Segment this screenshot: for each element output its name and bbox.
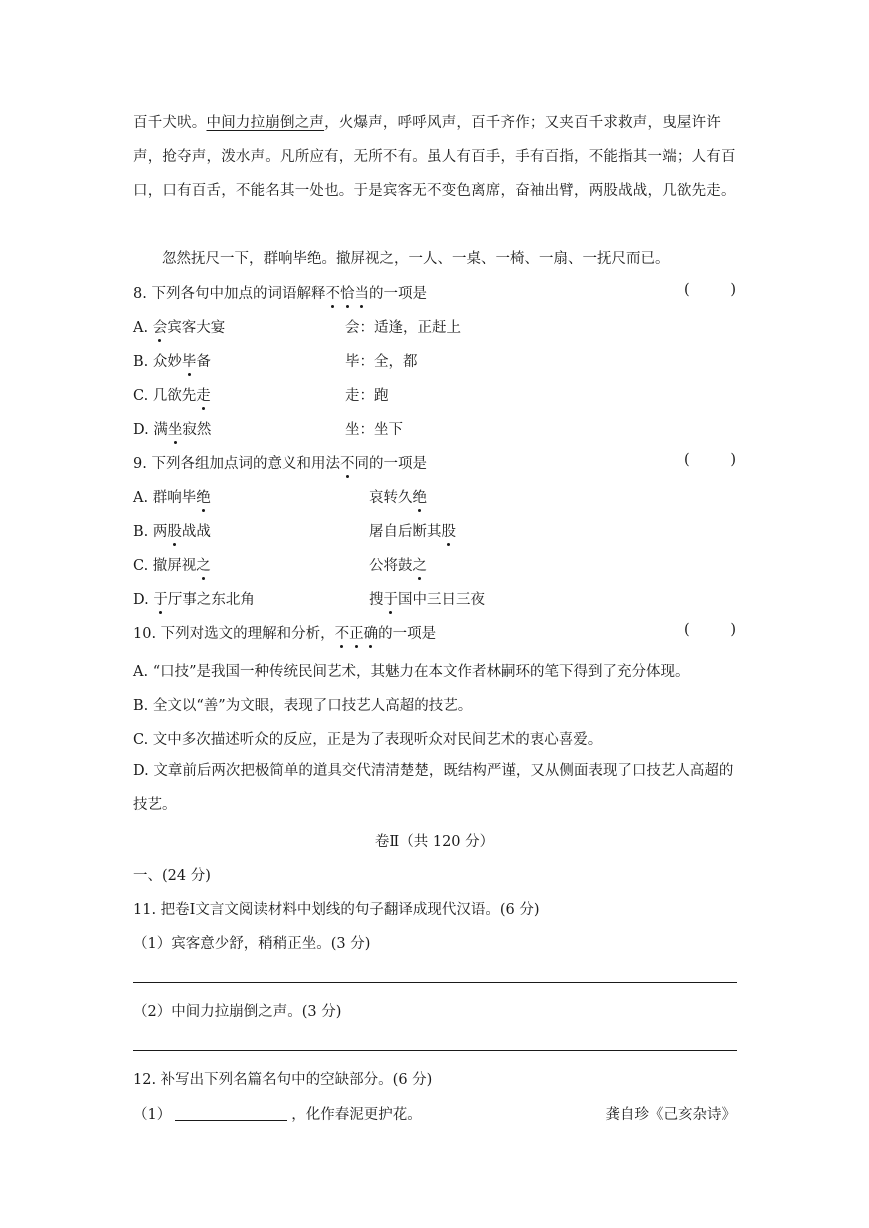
question-8-stem (133, 282, 427, 303)
dotted-char: 于 (384, 588, 399, 609)
question-12-item-1-source: 龚自珍《己亥杂诗》 (605, 1107, 736, 1123)
question-10-option-a: A. “口技”是我国一种传统民间艺术，其魅力在本文作者林嗣环的笔下得到了充分体现。 (133, 664, 690, 680)
answer-line[interactable] (133, 1050, 737, 1051)
dotted-char: 毕 (182, 350, 197, 371)
emphasis-dotted (335, 626, 379, 642)
question-9-option (133, 486, 211, 507)
question-11-subquestion-1: （1）宾客意少舒，稍稍正坐。(3 分) (133, 936, 371, 952)
answer-parentheses[interactable] (684, 622, 736, 638)
question-10-option-b: B. 全文以“善”为文眼，表现了口技艺人高超的技艺。 (133, 698, 473, 714)
question-8-option (133, 384, 211, 405)
question-9-compare (369, 554, 427, 575)
question-10-stem (133, 622, 436, 643)
dotted-char: 会 (153, 316, 168, 337)
question-8-explanation: 毕：全，都 (345, 354, 418, 370)
dotted-char: 不 (340, 452, 355, 473)
option-text: D. (133, 592, 154, 608)
dotted-char: 坐 (168, 418, 183, 439)
part-1-heading: 一、(24 分) (133, 868, 211, 884)
question-8-option (133, 418, 211, 439)
dotted-char: 恰 (340, 282, 355, 303)
answer-parentheses[interactable] (684, 282, 736, 298)
passage-text: 百千犬吠。 (133, 115, 207, 131)
answer-line[interactable] (133, 982, 737, 983)
option-text: 国中三日三夜 (398, 592, 485, 608)
section-2-title: 卷Ⅱ（共 120 分） (374, 834, 495, 850)
question-9-stem (133, 452, 427, 473)
item-number: （1） (133, 1107, 172, 1123)
emphasis-dotted (325, 286, 369, 302)
question-9-compare (369, 486, 427, 507)
question-9-option (133, 554, 211, 575)
underlined-sentence: 中间力拉崩倒之声 (206, 115, 325, 131)
passage-text: ，火爆声，呼呼风声，百千齐作；又夹百千求救声，曳屋许许声，抢夺声，泼水声。凡所应有，无所不有。虽人有百手，手有百指，不能指其一端；人有百口，口有百舌，不能名其一处也。于是宾客无不变色离席，奋袖出臂，两股战战，几欲先走。 (133, 115, 736, 199)
option-text: B. 众妙 (133, 354, 182, 370)
paren-close: ) (730, 282, 736, 298)
option-text: C. 撤屏视 (133, 558, 197, 574)
question-9-compare (369, 520, 456, 541)
option-text: 寂然 (182, 422, 212, 438)
dotted-char: 股 (167, 520, 182, 541)
question-11-subquestion-2: （2）中间力拉崩倒之声。(3 分) (133, 1004, 342, 1020)
dotted-char: 绝 (413, 486, 428, 507)
stem-text: 10. 下列对选文的理解和分析， (133, 626, 335, 642)
option-text: 厅事之东北角 (167, 592, 255, 608)
question-8-option (133, 350, 211, 371)
dotted-char: 不 (335, 622, 350, 643)
dotted-char: 确 (364, 622, 379, 643)
question-8-explanation: 走：跑 (345, 388, 389, 404)
paren-close: ) (730, 622, 736, 638)
option-text: D. 满 (133, 422, 168, 438)
paren-open: ( (684, 452, 690, 468)
option-text: 哀转久 (369, 490, 413, 506)
fill-in-blank[interactable] (175, 1106, 287, 1121)
option-text: A. (133, 320, 153, 336)
question-8-explanation: 坐：坐下 (345, 422, 403, 438)
question-9-option (133, 520, 211, 541)
question-10-option-c: C. 文中多次描述听众的反应，正是为了表现听众对民间艺术的衷心喜爱。 (133, 732, 603, 748)
paren-open: ( (684, 622, 690, 638)
item-text: ，化作春泥更护花。 (291, 1107, 422, 1123)
passage-paragraph-2 (133, 242, 737, 276)
dotted-char: 绝 (196, 486, 211, 507)
option-text: 搜 (369, 592, 384, 608)
dotted-char: 正 (349, 622, 364, 643)
passage-text: 忽然抚尺一下，群响毕绝。撤屏视之，一人、一桌、一椅、一扇、一抚尺而已。 (162, 251, 670, 267)
question-11-stem: 11. 把卷Ⅰ文言文阅读材料中划线的句子翻译成现代汉语。(6 分) (133, 902, 540, 918)
option-text: 宾客大宴 (167, 320, 226, 336)
paren-open: ( (684, 282, 690, 298)
question-10-option-d: D. 文章前后两次把极简单的道具交代清清楚楚，既结构严谨，又从侧面表现了口技艺人高超的技艺。 (133, 763, 734, 813)
dotted-char: 于 (153, 588, 168, 609)
option-text: 公将鼓 (369, 558, 413, 574)
option-text: B. 两 (133, 524, 168, 540)
answer-parentheses[interactable] (684, 452, 736, 468)
question-12-item-1 (133, 1103, 422, 1124)
dotted-char: 当 (354, 282, 369, 303)
dotted-char: 不 (325, 282, 340, 303)
stem-text: 8. 下列各句中加点的词语解释 (133, 286, 326, 302)
option-text: 屠自后断其 (369, 524, 442, 540)
question-8-explanation: 会：适逢，正赶上 (345, 320, 461, 336)
stem-text: 9. 下列各组加点词的意义和用法 (133, 456, 340, 472)
stem-text: 的一项是 (368, 286, 427, 302)
option-text: C. 几欲先 (133, 388, 197, 404)
option-text: 战战 (181, 524, 211, 540)
question-9-compare (369, 588, 485, 609)
question-8-option (133, 316, 225, 337)
emphasis-dotted (340, 456, 355, 472)
dotted-char: 之 (413, 554, 428, 575)
stem-text: 的一项是 (378, 626, 437, 642)
dotted-char: 之 (196, 554, 211, 575)
passage-paragraph-1 (133, 106, 737, 208)
stem-text: 同的一项是 (354, 456, 427, 472)
option-text: A. 群响毕 (133, 490, 197, 506)
question-9-option (133, 588, 255, 609)
dotted-char: 股 (442, 520, 457, 541)
paren-close: ) (730, 452, 736, 468)
question-12-stem: 12. 补写出下列名篇名句中的空缺部分。(6 分) (133, 1072, 433, 1088)
option-text: 备 (196, 354, 211, 370)
dotted-char: 走 (196, 384, 211, 405)
